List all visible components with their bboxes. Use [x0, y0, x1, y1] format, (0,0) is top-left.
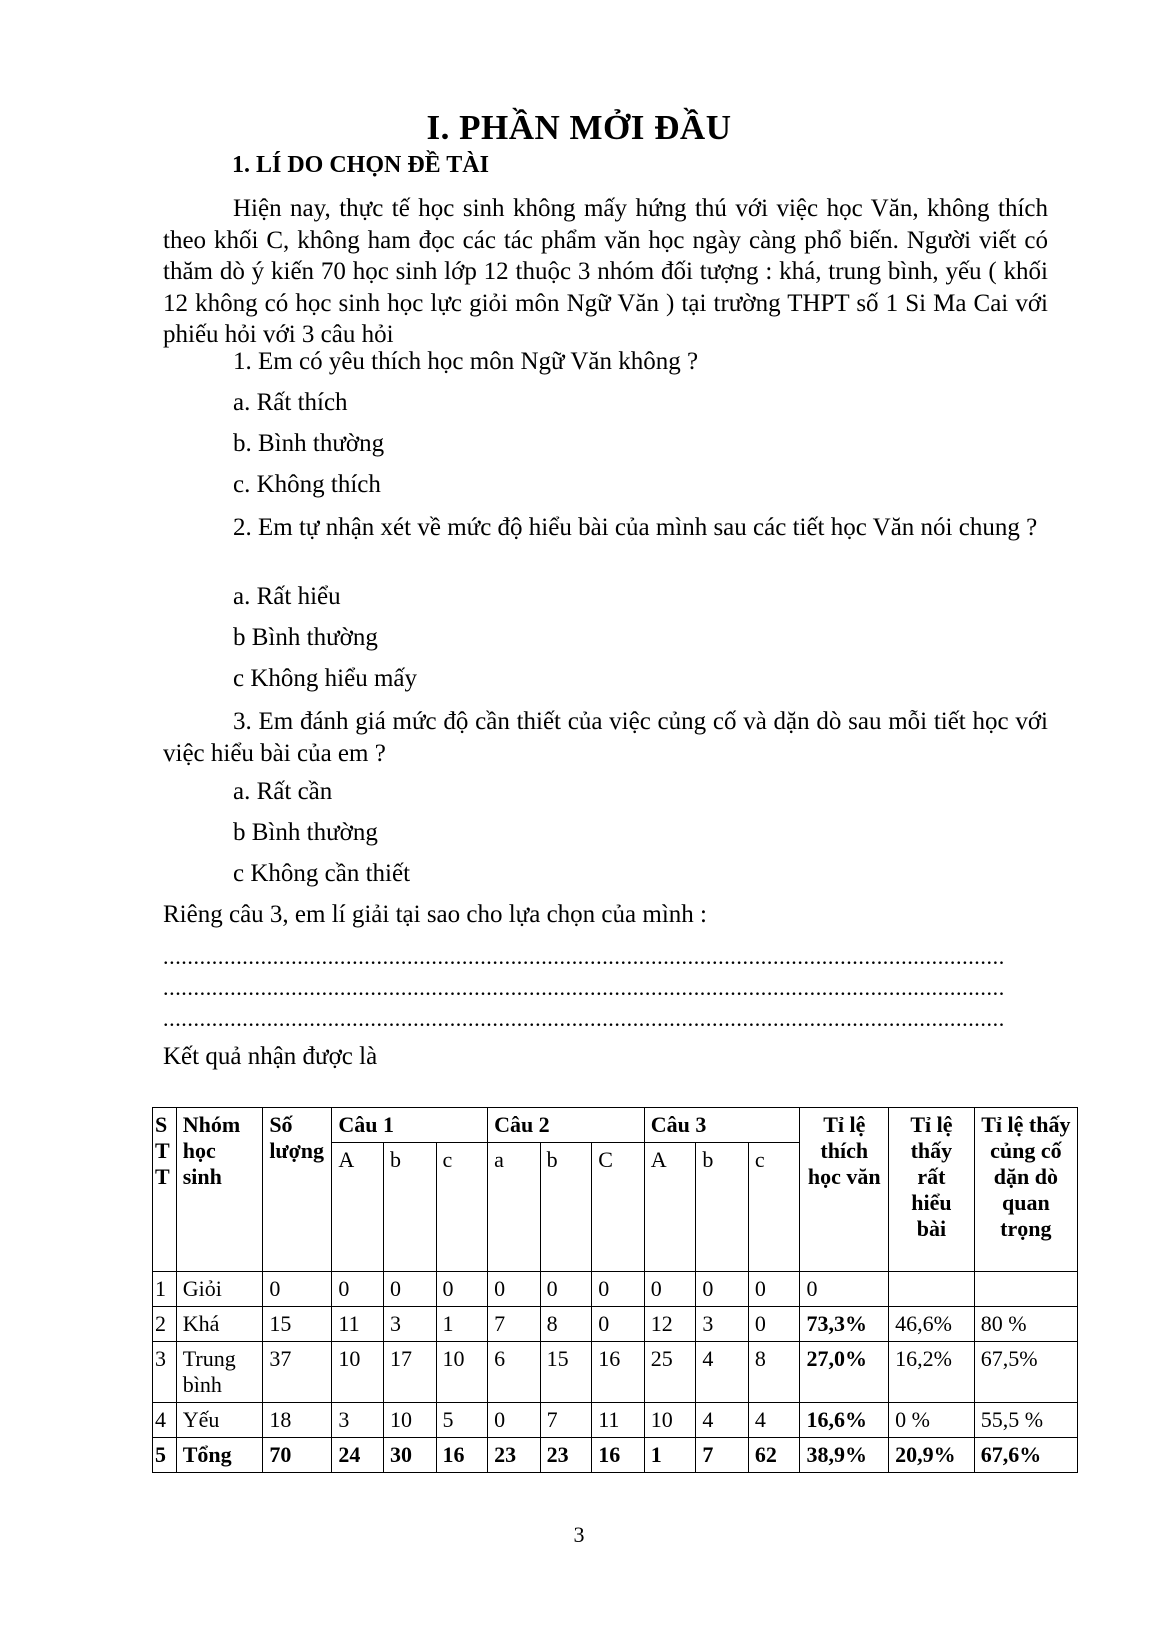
cell-group: Trung bình: [176, 1342, 263, 1403]
table-row: [153, 1342, 1078, 1403]
header-count: Số lượng: [263, 1108, 332, 1272]
cell-q3-b: 0: [696, 1272, 749, 1307]
question-2: 2. Em tự nhận xét về mức độ hiểu bài của mình sau các tiết học Văn nói chung ?: [233, 514, 1038, 541]
cell-q2-b: 8: [540, 1307, 592, 1342]
cell-q1-c: 1: [436, 1307, 488, 1342]
cell-rate-understand: 0 %: [889, 1403, 975, 1438]
cell-rate-like: 73,3%: [800, 1307, 889, 1342]
subheader-q3-c: c: [748, 1143, 800, 1272]
cell-rate-review: 55,5 %: [974, 1403, 1077, 1438]
cell-rate-understand: [889, 1272, 975, 1307]
page-number: 3: [573, 1522, 585, 1547]
cell-rate-like: 38,9%: [800, 1438, 889, 1473]
cell-q2-c: 0: [592, 1272, 645, 1307]
cell-group: Tổng: [176, 1438, 263, 1473]
result-intro: Kết quả nhận được là: [163, 1043, 378, 1070]
cell-q2-a: 7: [488, 1307, 541, 1342]
answer-line-2: ..........................................................................................................................................: [163, 975, 1005, 1000]
cell-q3-a: 0: [644, 1272, 696, 1307]
cell-q1-b: 30: [383, 1438, 436, 1473]
header-stt: S T T: [153, 1108, 177, 1272]
cell-group: Giỏi: [176, 1272, 263, 1307]
cell-q2-a: 0: [488, 1403, 541, 1438]
cell-q3-a: 12: [644, 1307, 696, 1342]
cell-q1-c: 0: [436, 1272, 488, 1307]
intro-paragraph: Hiện nay, thực tế học sinh không mấy hứng thú với việc học Văn, không thích theo khối C, không ham đọc các tác phẩm văn học ngày càng phổ biến. Người viết có thăm dò ý kiến 70 học sinh lớp 12 thuộc 3 nhóm đối tượng : khá, trung bình, yếu ( khối 12 không có học sinh học lực giỏi môn Ngữ Văn ) tại trường THPT số 1 Si Ma Cai với phiếu hỏi với 3 câu hỏi: [163, 195, 1048, 348]
cell-rate-like: 0: [800, 1272, 889, 1307]
cell-stt: 4: [153, 1403, 177, 1438]
question-1-option-c: c. Không thích: [233, 471, 381, 498]
cell-q2-a: 6: [488, 1342, 541, 1403]
cell-q3-b: 4: [696, 1403, 749, 1438]
answer-line-3: ..........................................................................................................................................: [163, 1006, 1005, 1031]
cell-count: 15: [263, 1307, 332, 1342]
cell-q2-a: 23: [488, 1438, 541, 1473]
cell-rate-review: 67,5%: [974, 1342, 1077, 1403]
header-q1: Câu 1: [332, 1108, 488, 1143]
cell-q1-b: 17: [383, 1342, 436, 1403]
subheader-q1-c: c: [436, 1143, 488, 1272]
table-row: [153, 1307, 1078, 1342]
section-heading: 1. LÍ DO CHỌN ĐỀ TÀI: [232, 152, 489, 178]
page-title: I. PHẦN MỞI ĐẦU: [426, 108, 732, 147]
table-row: [153, 1272, 1078, 1307]
results-table: [152, 1107, 1078, 1473]
header-q3: Câu 3: [644, 1108, 800, 1143]
question-2-option-c: c Không hiểu mấy: [233, 665, 417, 692]
cell-q1-a: 0: [332, 1272, 384, 1307]
cell-q2-a: 0: [488, 1272, 541, 1307]
cell-q3-a: 10: [644, 1403, 696, 1438]
cell-q2-b: 23: [540, 1438, 592, 1473]
question-3-option-a: a. Rất cần: [233, 778, 333, 805]
header-q2: Câu 2: [488, 1108, 645, 1143]
subheader-q2-a: a: [488, 1143, 541, 1272]
cell-rate-understand: 46,6%: [889, 1307, 975, 1342]
extra-prompt: Riêng câu 3, em lí giải tại sao cho lựa chọn của mình :: [163, 901, 707, 928]
subheader-q2-c: C: [592, 1143, 645, 1272]
cell-q3-c: 4: [748, 1403, 800, 1438]
header-group: Nhóm học sinh: [176, 1108, 263, 1272]
cell-q3-a: 1: [644, 1438, 696, 1473]
cell-count: 70: [263, 1438, 332, 1473]
cell-q2-c: 16: [592, 1342, 645, 1403]
table-row: [153, 1403, 1078, 1438]
cell-count: 18: [263, 1403, 332, 1438]
cell-q1-b: 3: [383, 1307, 436, 1342]
cell-group: Khá: [176, 1307, 263, 1342]
cell-q2-c: 11: [592, 1403, 645, 1438]
question-1-option-b: b. Bình thường: [233, 430, 385, 457]
cell-stt: 2: [153, 1307, 177, 1342]
cell-q1-a: 11: [332, 1307, 384, 1342]
cell-q1-c: 10: [436, 1342, 488, 1403]
cell-q1-c: 16: [436, 1438, 488, 1473]
cell-rate-like: 16,6%: [800, 1403, 889, 1438]
cell-group: Yếu: [176, 1403, 263, 1438]
cell-q3-b: 4: [696, 1342, 749, 1403]
cell-q1-c: 5: [436, 1403, 488, 1438]
cell-q2-b: 0: [540, 1272, 592, 1307]
cell-q3-c: 0: [748, 1272, 800, 1307]
question-2-option-b: b Bình thường: [233, 624, 378, 651]
question-3-option-c: c Không cần thiết: [233, 860, 411, 887]
cell-count: 0: [263, 1272, 332, 1307]
cell-stt: 5: [153, 1438, 177, 1473]
cell-q1-a: 3: [332, 1403, 384, 1438]
subheader-q1-a: A: [332, 1143, 384, 1272]
subheader-q1-b: b: [383, 1143, 436, 1272]
cell-stt: 1: [153, 1272, 177, 1307]
answer-line-1: ..........................................................................................................................................: [163, 944, 1005, 969]
cell-q2-c: 0: [592, 1307, 645, 1342]
cell-q2-c: 16: [592, 1438, 645, 1473]
question-2-option-a: a. Rất hiểu: [233, 583, 341, 610]
question-3: 3. Em đánh giá mức độ cần thiết của việc củng cố và dặn dò sau mỗi tiết học với việc hiểu bài của em ?: [163, 708, 1048, 767]
cell-q3-b: 7: [696, 1438, 749, 1473]
cell-q2-b: 15: [540, 1342, 592, 1403]
cell-rate-review: 80 %: [974, 1307, 1077, 1342]
header-rate-understand: Tỉ lệ thấy rất hiểu bài: [889, 1108, 975, 1272]
cell-q3-c: 8: [748, 1342, 800, 1403]
subheader-q3-b: b: [696, 1143, 749, 1272]
header-rate-review: Tỉ lệ thấy củng cố dặn dò quan trọng: [974, 1108, 1077, 1272]
subheader-q2-b: b: [540, 1143, 592, 1272]
subheader-q3-a: A: [644, 1143, 696, 1272]
cell-rate-like: 27,0%: [800, 1342, 889, 1403]
question-3-option-b: b Bình thường: [233, 819, 378, 846]
table-total-row: [153, 1438, 1078, 1473]
cell-q1-a: 10: [332, 1342, 384, 1403]
header-rate-like: Tỉ lệ thích học văn: [800, 1108, 889, 1272]
cell-q2-b: 7: [540, 1403, 592, 1438]
cell-stt: 3: [153, 1342, 177, 1403]
cell-q3-a: 25: [644, 1342, 696, 1403]
cell-rate-review: 67,6%: [974, 1438, 1077, 1473]
cell-q1-a: 24: [332, 1438, 384, 1473]
question-1-option-a: a. Rất thích: [233, 389, 348, 416]
cell-q3-b: 3: [696, 1307, 749, 1342]
cell-rate-understand: 16,2%: [889, 1342, 975, 1403]
cell-q1-b: 10: [383, 1403, 436, 1438]
question-1: 1. Em có yêu thích học môn Ngữ Văn không ?: [233, 348, 699, 375]
cell-q3-c: 62: [748, 1438, 800, 1473]
cell-q1-b: 0: [383, 1272, 436, 1307]
cell-count: 37: [263, 1342, 332, 1403]
cell-q3-c: 0: [748, 1307, 800, 1342]
cell-rate-understand: 20,9%: [889, 1438, 975, 1473]
cell-rate-review: [974, 1272, 1077, 1307]
table-header-row: [153, 1108, 1078, 1143]
